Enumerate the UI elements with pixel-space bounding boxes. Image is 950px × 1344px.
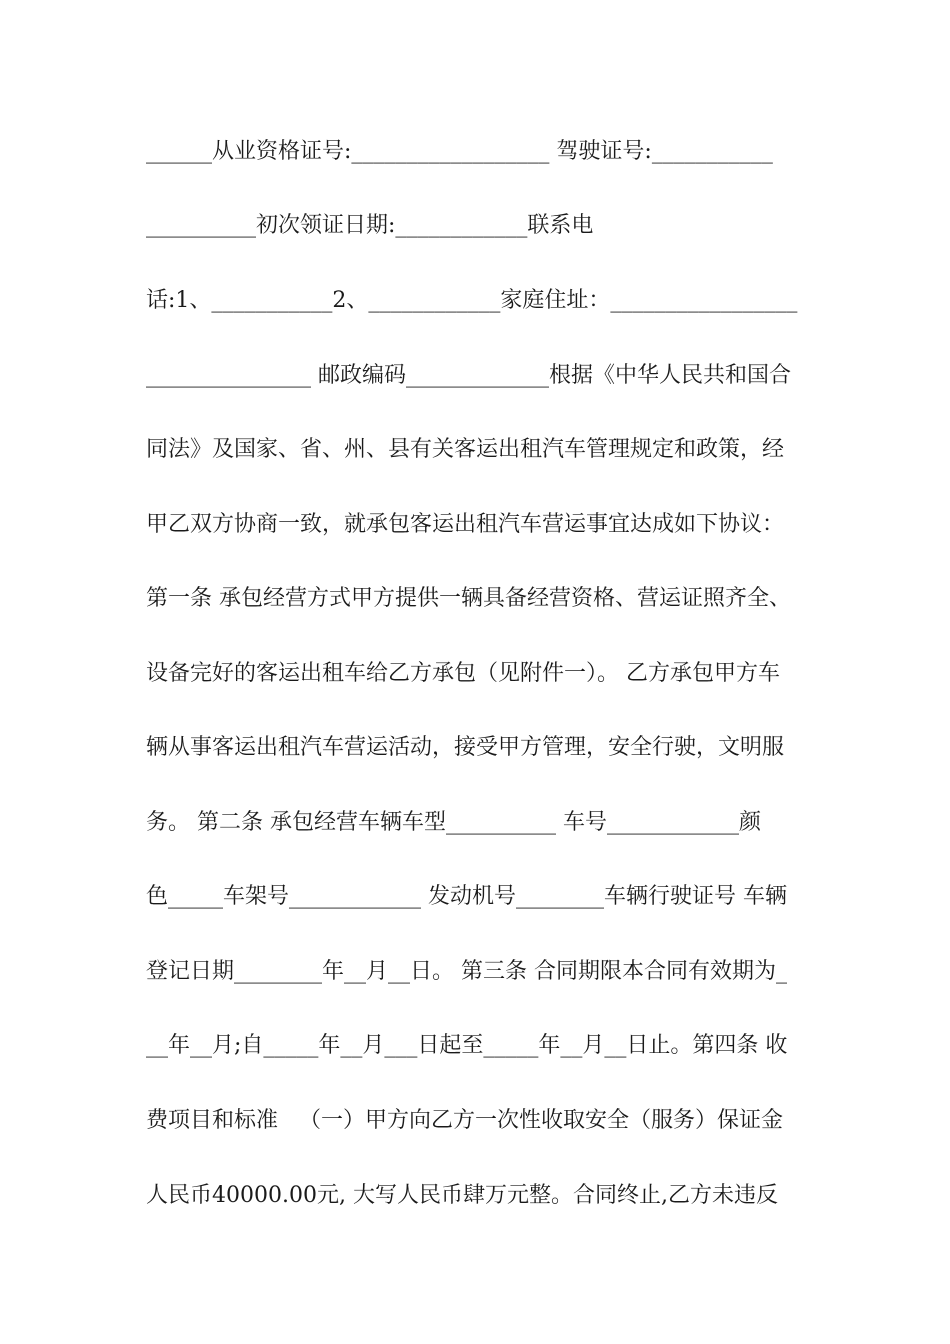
document-line: 登记日期________年__月__日。 第三条 合同期限本合同有效期为_: [146, 959, 787, 984]
document-line: _______________ 邮政编码_____________根据《中华人民共和国合: [146, 363, 791, 388]
document-line: __年__月;自_____年__月___日起至_____年__月__日止。第四条 收: [146, 1033, 788, 1058]
document-line: __________初次领证日期:____________联系电: [146, 213, 594, 238]
document-line: 甲乙双方协商一致，就承包客运出租汽车营运事宜达成如下协议：: [146, 512, 785, 537]
document-line: 费项目和标准 （一）甲方向乙方一次性收取安全（服务）保证金: [146, 1108, 783, 1133]
document-line: 第一条 承包经营方式甲方提供一辆具备经营资格、营运证照齐全、: [146, 586, 791, 611]
document-line: 设备完好的客运出租车给乙方承包（见附件一）。 乙方承包甲方车: [146, 661, 780, 686]
document-line: 务。 第二条 承包经营车辆车型__________ 车号____________颜: [146, 810, 761, 835]
document-line: 同法》及国家、省、州、县有关客运出租汽车管理规定和政策，经: [146, 437, 785, 462]
document-line: 辆从事客运出租汽车营运活动，接受甲方管理，安全行驶，文明服: [146, 735, 785, 760]
document-line: 人民币40000.00元, 大写人民币肆万元整。合同终止,乙方未违反: [146, 1183, 778, 1208]
document-line: 色_____车架号____________ 发动机号________车辆行驶证号 车辆: [146, 884, 787, 909]
document-line: 话:1、___________2、____________家庭住址：_________________: [146, 288, 798, 313]
document-line: ______从业资格证号:__________________ 驾驶证号:___________: [146, 139, 773, 164]
